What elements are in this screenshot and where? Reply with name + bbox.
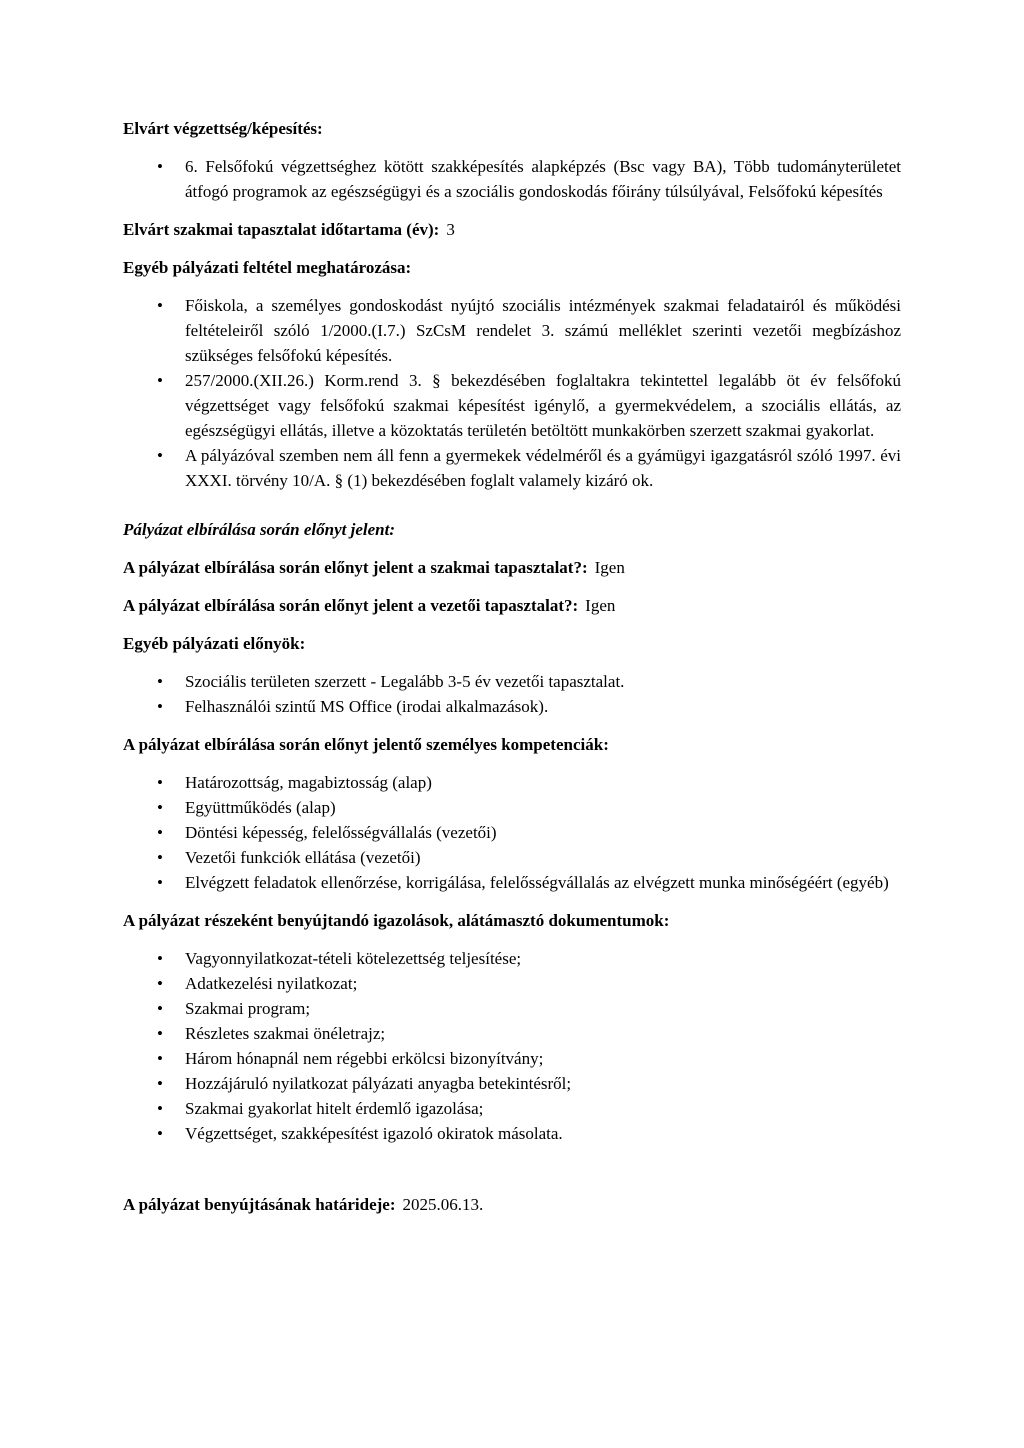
list-item: • Három hónapnál nem régebbi erkölcsi bizonyítvány; <box>123 1046 901 1071</box>
list-item: • Vagyonnyilatkozat-tételi kötelezettség teljesítése; <box>123 946 901 971</box>
advantage-professional-value: Igen <box>594 558 625 577</box>
advantage-professional-label: A pályázat elbírálása során előnyt jelent a szakmai tapasztalat?: <box>123 558 588 577</box>
list-item: • Szakmai gyakorlat hitelt érdemlő igazolása; <box>123 1096 901 1121</box>
other-advantages-list <box>123 669 901 719</box>
deadline-value: 2025.06.13. <box>402 1195 484 1214</box>
list-item: • Adatkezelési nyilatkozat; <box>123 971 901 996</box>
other-conditions-list <box>123 293 901 493</box>
qualification-list <box>123 154 901 204</box>
list-item: • Határozottság, magabiztosság (alap) <box>123 770 901 795</box>
list-item: • Vezetői funkciók ellátása (vezetői) <box>123 845 901 870</box>
experience-years-label: Elvárt szakmai tapasztalat időtartama (év): <box>123 220 440 239</box>
list-item: • Szociális területen szerzett - Legalább 3-5 év vezetői tapasztalat. <box>123 669 901 694</box>
list-item: • Főiskola, a személyes gondoskodást nyújtó szociális intézmények szakmai feladatairól és működési feltételeiről szóló 1/2000.(I.7.) SzCsM rendelet 3. számú melléklet szerinti vezetői megbízáshoz szükséges felsőfokú képesítés. <box>123 293 901 368</box>
heading-other-advantages: Egyéb pályázati előnyök: <box>123 634 306 653</box>
list-item: • Felhasználói szintű MS Office (irodai alkalmazások). <box>123 694 901 719</box>
list-item: • Együttműködés (alap) <box>123 795 901 820</box>
advantage-professional-line <box>123 555 901 580</box>
list-item: • Szakmai program; <box>123 996 901 1021</box>
advantage-leadership-value: Igen <box>585 596 616 615</box>
advantage-leadership-line <box>123 593 901 618</box>
heading-advantage-intro: Pályázat elbírálása során előnyt jelent: <box>123 520 395 539</box>
list-item: • 6. Felsőfokú végzettséghez kötött szakképesítés alapképzés (Bsc vagy BA), Több tudományterületet átfogó programok az egészségügyi és a szociális gondoskodás főirány túlsúlyával, Felsőfokú képesítés <box>123 154 901 204</box>
deadline-label: A pályázat benyújtásának határideje: <box>123 1195 396 1214</box>
heading-other-conditions: Egyéb pályázati feltétel meghatározása: <box>123 258 412 277</box>
list-item: • A pályázóval szemben nem áll fenn a gyermekek védelméről és a gyámügyi igazgatásról szóló 1997. évi XXXI. törvény 10/A. § (1) bekezdésében foglalt valamely kizáró ok. <box>123 443 901 493</box>
heading-competencies: A pályázat elbírálása során előnyt jelentő személyes kompetenciák: <box>123 735 609 754</box>
list-item: • Hozzájáruló nyilatkozat pályázati anyagba betekintésről; <box>123 1071 901 1096</box>
experience-years-line <box>123 217 901 242</box>
list-item: • Végzettséget, szakképesítést igazoló okiratok másolata. <box>123 1121 901 1146</box>
list-item: • 257/2000.(XII.26.) Korm.rend 3. § bekezdésében foglaltakra tekintettel legalább öt év felsőfokú végzettséget vagy felsőfokú szakmai képesítést igénylő, a gyermekvédelem, a szociális ellátás, az egészségügyi ellátás, illetve a közoktatás területén betöltött munkakörben szerzett szakmai gyakorlat. <box>123 368 901 443</box>
list-item: • Részletes szakmai önéletrajz; <box>123 1021 901 1046</box>
experience-years-value: 3 <box>446 220 455 239</box>
deadline-line <box>123 1192 901 1217</box>
required-documents-list <box>123 946 901 1146</box>
list-item: • Elvégzett feladatok ellenőrzése, korrigálása, felelősségvállalás az elvégzett munka minőségéért (egyéb) <box>123 870 901 895</box>
heading-required-documents: A pályázat részeként benyújtandó igazolások, alátámasztó dokumentumok: <box>123 911 670 930</box>
competencies-list <box>123 770 901 895</box>
advantage-leadership-label: A pályázat elbírálása során előnyt jelent a vezetői tapasztalat?: <box>123 596 579 615</box>
list-item: • Döntési képesség, felelősségvállalás (vezetői) <box>123 820 901 845</box>
heading-qualification: Elvárt végzettség/képesítés: <box>123 119 323 138</box>
